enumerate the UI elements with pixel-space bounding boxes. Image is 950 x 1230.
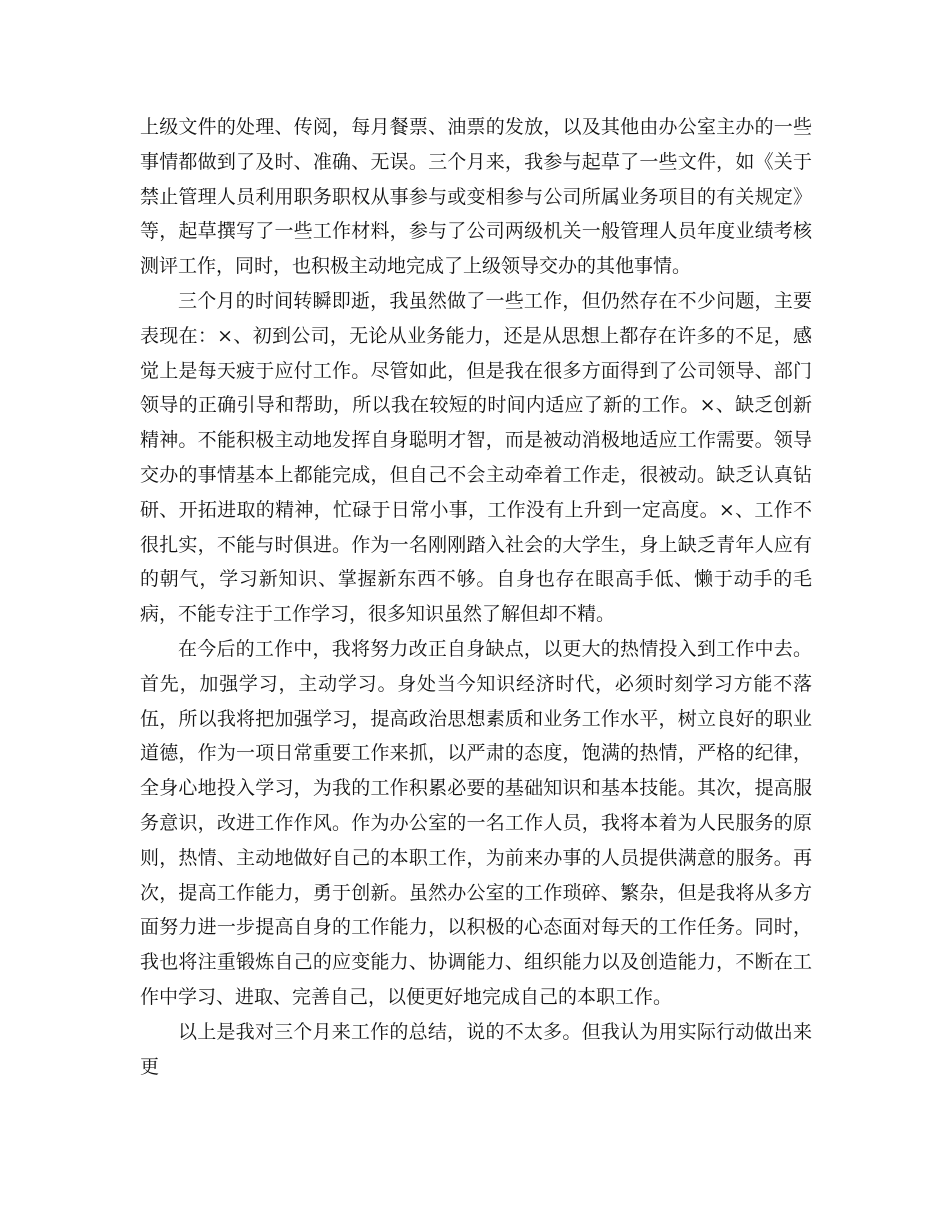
paragraph-1: 上级文件的处理、传阅，每月餐票、油票的发放，以及其他由办公室主办的一些事情都做到了及时、准确、无误。三个月来，我参与起草了一些文件，如《关于禁止管理人员利用职务职权从事参与或变相参与公司所属业务项目的有关规定》等，起草撰写了一些工作材料，参与了公司两级机关一般管理人员年度业绩考核测评工作，同时，也积极主动地完成了上级领导交办的其他事情。 xyxy=(140,116,812,278)
document-body xyxy=(140,110,812,1084)
paragraph-4: 以上是我对三个月来工作的总结，说的不太多。但我认为用实际行动做出来更 xyxy=(140,1020,812,1078)
paragraph-2: 三个月的时间转瞬即逝，我虽然做了一些工作，但仍然存在不少问题，主要表现在：×、初到公司，无论从业务能力，还是从思想上都存在许多的不足，感觉上是每天疲于应付工作。尽管如此，但是我在很多方面得到了公司领导、部门领导的正确引导和帮助，所以我在较短的时间内适应了新的工作。×、缺乏创新精神。不能积极主动地发挥自身聪明才智，而是被动消极地适应工作需要。领导交办的事情基本上都能完成，但自己不会主动牵着工作走，很被动。缺乏认真钻研、开拓进取的精神，忙碌于日常小事，工作没有上升到一定高度。×、工作不很扎实，不能与时俱进。作为一名刚刚踏入社会的大学生，身上缺乏青年人应有的朝气，学习新知识、掌握新东西不够。自身也存在眼高手低、懒于动手的毛病，不能专注于工作学习，很多知识虽然了解但却不精。 xyxy=(140,289,812,626)
paragraph-3: 在今后的工作中，我将努力改正自身缺点，以更大的热情投入到工作中去。首先，加强学习，主动学习。身处当今知识经济时代，必须时刻学习方能不落伍，所以我将把加强学习，提高政治思想素质和业务工作水平，树立良好的职业道德，作为一项日常重要工作来抓，以严肃的态度，饱满的热情，严格的纪律，全身心地投入学习，为我的工作积累必要的基础知识和基本技能。其次，提高服务意识，改进工作作风。作为办公室的一名工作人员，我将本着为人民服务的原则，热情、主动地做好自己的本职工作，为前来办事的人员提供满意的服务。再次，提高工作能力，勇于创新。虽然办公室的工作琐碎、繁杂，但是我将从多方面努力进一步提高自身的工作能力，以积极的心态面对每天的工作任务。同时，我也将注重锻炼自己的应变能力、协调能力、组织能力以及创造能力，不断在工作中学习、进取、完善自己，以便更好地完成自己的本职工作。 xyxy=(140,637,812,1008)
